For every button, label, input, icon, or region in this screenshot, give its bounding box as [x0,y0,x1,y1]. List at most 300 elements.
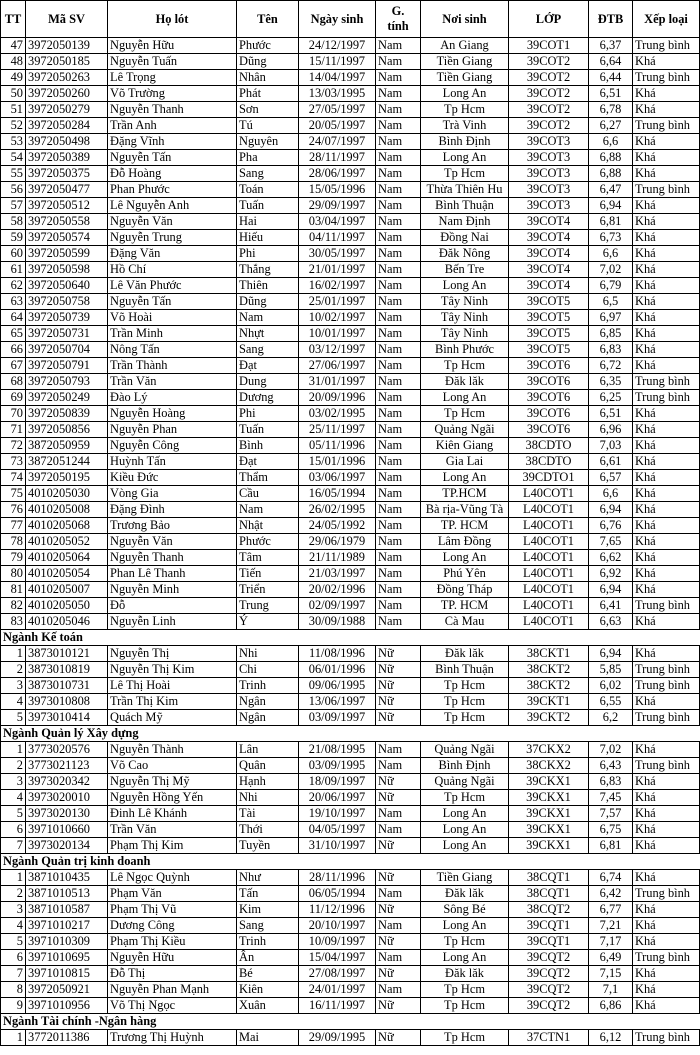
cell-gpa: 6,49 [589,950,633,966]
cell-date-of-birth: 14/04/1997 [299,70,376,86]
table-row [1,758,700,774]
cell-first-name: Tuấn [237,422,299,438]
cell-gender: Nam [376,214,421,230]
cell-date-of-birth: 24/07/1997 [299,134,376,150]
cell-birthplace: Quảng Ngãi [421,422,509,438]
cell-gender: Nam [376,198,421,214]
cell-row-number: 54 [1,150,26,166]
cell-student-id: 3972050598 [26,262,108,278]
section-title: Ngành Kế toán [1,630,299,646]
cell-last-middle-name: Trần Thành [108,358,237,374]
cell-first-name: Ý [237,614,299,630]
cell-class: L40COT1 [509,550,589,566]
cell-student-id: 4010205052 [26,534,108,550]
cell-student-id: 3972050498 [26,134,108,150]
cell-class: 39COT3 [509,166,589,182]
table-row [1,310,700,326]
cell-rank: Khá [633,486,700,502]
cell-gender: Nữ [376,646,421,662]
cell-student-id: 4010205030 [26,486,108,502]
cell-row-number: 62 [1,278,26,294]
cell-first-name: Phi [237,406,299,422]
cell-row-number: 59 [1,230,26,246]
table-row [1,470,700,486]
section-header-row [1,1014,700,1030]
cell-first-name: Thắng [237,262,299,278]
cell-first-name: Bình [237,438,299,454]
cell-class: 39COT6 [509,358,589,374]
cell-last-middle-name: Vòng Gia [108,486,237,502]
cell-row-number: 51 [1,102,26,118]
cell-class: 39COT6 [509,422,589,438]
cell-rank: Khá [633,694,700,710]
table-row [1,518,700,534]
cell-class: 39CKX1 [509,774,589,790]
table-row [1,150,700,166]
cell-gpa: 6,42 [589,886,633,902]
cell-date-of-birth: 29/09/1995 [299,1030,376,1046]
cell-first-name: Tuyền [237,838,299,854]
cell-row-number: 79 [1,550,26,566]
cell-gpa: 6,61 [589,454,633,470]
cell-class: 39CKT1 [509,694,589,710]
cell-class: 39CQT2 [509,950,589,966]
cell-first-name: Hai [237,214,299,230]
cell-gender: Nam [376,438,421,454]
cell-class: 39CQT2 [509,998,589,1014]
cell-gender: Nam [376,54,421,70]
cell-last-middle-name: Nguyễn Linh [108,614,237,630]
cell-last-middle-name: Nguyễn Hữu [108,38,237,54]
cell-first-name: Xuân [237,998,299,1014]
cell-last-middle-name: Phạm Thị Kim [108,838,237,854]
cell-last-middle-name: Nguyễn Văn [108,534,237,550]
cell-class: 39COT2 [509,118,589,134]
table-row [1,198,700,214]
cell-gender: Nam [376,406,421,422]
cell-date-of-birth: 29/09/1997 [299,198,376,214]
cell-first-name: Trinh [237,678,299,694]
cell-class: 39COT4 [509,278,589,294]
cell-class: 39COT4 [509,230,589,246]
cell-gpa: 6,43 [589,758,633,774]
cell-rank: Trung bình [633,886,700,902]
cell-class: 38CQT2 [509,902,589,918]
cell-date-of-birth: 02/09/1997 [299,598,376,614]
cell-first-name: Hạnh [237,774,299,790]
cell-gpa: 7,15 [589,966,633,982]
cell-student-id: 3873010731 [26,678,108,694]
cell-first-name: Tâm [237,550,299,566]
cell-last-middle-name: Trần Thị Kim [108,694,237,710]
cell-rank: Khá [633,246,700,262]
cell-student-id: 3773020576 [26,742,108,758]
cell-rank: Khá [633,822,700,838]
cell-last-middle-name: Hồ Chí [108,262,237,278]
cell-rank: Trung bình [633,950,700,966]
cell-student-id: 4010205054 [26,566,108,582]
cell-gpa: 7,02 [589,742,633,758]
cell-birthplace: Long An [421,550,509,566]
cell-birthplace: Tp Hcm [421,358,509,374]
cell-rank: Khá [633,294,700,310]
cell-row-number: 5 [1,934,26,950]
section-spacer [299,854,700,870]
cell-class: 39CKX1 [509,838,589,854]
table-row [1,390,700,406]
cell-first-name: Tuấn [237,198,299,214]
table-row [1,566,700,582]
cell-student-id: 3873010121 [26,646,108,662]
cell-date-of-birth: 16/05/1994 [299,486,376,502]
table-row [1,694,700,710]
cell-student-id: 4010205068 [26,518,108,534]
cell-last-middle-name: Lê Nguyễn Anh [108,198,237,214]
cell-date-of-birth: 24/01/1997 [299,982,376,998]
cell-gender: Nam [376,310,421,326]
cell-date-of-birth: 03/12/1997 [299,342,376,358]
cell-row-number: 2 [1,662,26,678]
cell-row-number: 60 [1,246,26,262]
cell-gpa: 6,73 [589,230,633,246]
cell-row-number: 58 [1,214,26,230]
cell-rank: Khá [633,614,700,630]
cell-gpa: 6,47 [589,182,633,198]
table-row [1,934,700,950]
cell-gender: Nam [376,166,421,182]
cell-student-id: 3772011386 [26,1030,108,1046]
table-row [1,406,700,422]
cell-row-number: 78 [1,534,26,550]
cell-last-middle-name: Trần Minh [108,326,237,342]
cell-birthplace: Bình Định [421,758,509,774]
cell-rank: Khá [633,214,700,230]
header-class: LỚP [509,1,589,38]
cell-class: 38CQT1 [509,870,589,886]
cell-row-number: 56 [1,182,26,198]
cell-birthplace: Tây Ninh [421,326,509,342]
cell-birthplace: Tiền Giang [421,70,509,86]
cell-student-id: 3972050793 [26,374,108,390]
cell-date-of-birth: 03/04/1997 [299,214,376,230]
cell-row-number: 57 [1,198,26,214]
cell-row-number: 81 [1,582,26,598]
cell-date-of-birth: 30/09/1988 [299,614,376,630]
cell-date-of-birth: 24/12/1997 [299,38,376,54]
cell-gender: Nam [376,182,421,198]
cell-class: L40COT1 [509,566,589,582]
cell-birthplace: Đăk Nông [421,246,509,262]
cell-student-id: 3972050375 [26,166,108,182]
table-row [1,118,700,134]
cell-class: 39COT5 [509,294,589,310]
cell-student-id: 3972050284 [26,118,108,134]
table-row [1,950,700,966]
cell-date-of-birth: 16/02/1997 [299,278,376,294]
cell-gender: Nữ [376,774,421,790]
cell-gpa: 6,97 [589,310,633,326]
cell-gpa: 6,63 [589,614,633,630]
cell-class: 39COT4 [509,214,589,230]
cell-gender: Nam [376,358,421,374]
cell-last-middle-name: Nông Tấn [108,342,237,358]
cell-gender: Nữ [376,870,421,886]
cell-birthplace: Tây Ninh [421,310,509,326]
cell-birthplace: Tp Hcm [421,694,509,710]
cell-gpa: 6,94 [589,646,633,662]
cell-class: 39CQT1 [509,918,589,934]
cell-student-id: 3871010587 [26,902,108,918]
cell-gpa: 6,6 [589,134,633,150]
cell-date-of-birth: 21/08/1995 [299,742,376,758]
cell-last-middle-name: Nguyễn Công [108,438,237,454]
cell-gender: Nam [376,566,421,582]
header-row [1,1,700,38]
cell-student-id: 3972050263 [26,70,108,86]
cell-first-name: Sơn [237,102,299,118]
cell-birthplace: Tp Hcm [421,102,509,118]
table-row [1,662,700,678]
cell-date-of-birth: 28/11/1997 [299,150,376,166]
cell-date-of-birth: 21/11/1989 [299,550,376,566]
cell-row-number: 63 [1,294,26,310]
table-row [1,598,700,614]
table-row [1,70,700,86]
section-spacer [299,1014,700,1030]
cell-rank: Khá [633,966,700,982]
cell-rank: Khá [633,870,700,886]
cell-row-number: 4 [1,918,26,934]
cell-first-name: Nam [237,310,299,326]
cell-date-of-birth: 11/08/1996 [299,646,376,662]
table-row [1,358,700,374]
cell-last-middle-name: Nguyễn Thị Kim [108,662,237,678]
cell-birthplace: Long An [421,390,509,406]
cell-rank: Khá [633,102,700,118]
cell-student-id: 3973020010 [26,790,108,806]
cell-last-middle-name: Trương Thị Huỳnh [108,1030,237,1046]
cell-last-middle-name: Võ Thị Ngọc [108,998,237,1014]
cell-rank: Khá [633,342,700,358]
header-gender [376,1,421,38]
section-header-row [1,854,700,870]
cell-gpa: 6,12 [589,1030,633,1046]
cell-row-number: 75 [1,486,26,502]
cell-row-number: 67 [1,358,26,374]
cell-birthplace: TP. HCM [421,598,509,614]
cell-rank: Trung bình [633,374,700,390]
cell-gpa: 6,02 [589,678,633,694]
table-row [1,870,700,886]
cell-student-id: 3972050599 [26,246,108,262]
cell-date-of-birth: 15/05/1996 [299,182,376,198]
cell-gender: Nam [376,822,421,838]
cell-gender: Nữ [376,902,421,918]
table-row [1,534,700,550]
cell-student-id: 3972050260 [26,86,108,102]
cell-birthplace: Đồng Nai [421,230,509,246]
cell-row-number: 66 [1,342,26,358]
cell-gender: Nam [376,278,421,294]
cell-gender: Nữ [376,710,421,726]
cell-first-name: Bé [237,966,299,982]
table-row [1,54,700,70]
cell-rank: Khá [633,998,700,1014]
cell-class: L40COT1 [509,518,589,534]
cell-class: 39COT5 [509,326,589,342]
cell-date-of-birth: 13/03/1995 [299,86,376,102]
cell-row-number: 74 [1,470,26,486]
cell-date-of-birth: 11/12/1996 [299,902,376,918]
cell-gender: Nam [376,134,421,150]
cell-birthplace: Đăk lăk [421,886,509,902]
cell-gpa: 6,92 [589,566,633,582]
cell-student-id: 3971010217 [26,918,108,934]
cell-last-middle-name: Nguyễn Tuấn [108,54,237,70]
cell-birthplace: Kiên Giang [421,438,509,454]
cell-gpa: 6,96 [589,422,633,438]
cell-last-middle-name: Quách Mỹ [108,710,237,726]
cell-gender: Nữ [376,934,421,950]
cell-birthplace: Nam Định [421,214,509,230]
cell-first-name: Phước [237,534,299,550]
cell-row-number: 1 [1,742,26,758]
cell-birthplace: Tp Hcm [421,1030,509,1046]
cell-last-middle-name: Đinh Lê Khánh [108,806,237,822]
cell-class: 39CKT2 [509,710,589,726]
cell-first-name: Thẩm [237,470,299,486]
cell-student-id: 3972050856 [26,422,108,438]
table-row [1,102,700,118]
cell-student-id: 3972050704 [26,342,108,358]
cell-last-middle-name: Trần Anh [108,118,237,134]
cell-student-id: 3972050731 [26,326,108,342]
cell-last-middle-name: Phạm Thị Kiều [108,934,237,950]
cell-date-of-birth: 15/11/1997 [299,54,376,70]
cell-rank: Khá [633,470,700,486]
table-row [1,342,700,358]
cell-first-name: Tú [237,118,299,134]
table-row [1,182,700,198]
cell-gpa: 7,65 [589,534,633,550]
cell-student-id: 3872050959 [26,438,108,454]
cell-first-name: Nguyên [237,134,299,150]
cell-first-name: Phước [237,38,299,54]
header-gender-line1: G. [391,4,405,18]
table-row [1,454,700,470]
cell-gpa: 6,74 [589,870,633,886]
cell-last-middle-name: Lê Trọng [108,70,237,86]
cell-rank: Khá [633,582,700,598]
cell-gpa: 6,86 [589,998,633,1014]
cell-first-name: Đạt [237,454,299,470]
cell-first-name: Nhi [237,646,299,662]
cell-gender: Nam [376,918,421,934]
cell-rank: Khá [633,982,700,998]
cell-student-id: 3972050921 [26,982,108,998]
cell-birthplace: Sông Bé [421,902,509,918]
cell-gender: Nam [376,742,421,758]
cell-birthplace: Long An [421,838,509,854]
cell-birthplace: Tp Hcm [421,678,509,694]
cell-last-middle-name: Nguyễn Phan Mạnh [108,982,237,998]
cell-gpa: 6,81 [589,838,633,854]
cell-row-number: 6 [1,822,26,838]
cell-gender: Nam [376,342,421,358]
cell-date-of-birth: 27/08/1997 [299,966,376,982]
cell-gpa: 6,78 [589,102,633,118]
cell-rank: Trung bình [633,710,700,726]
table-row [1,166,700,182]
cell-row-number: 77 [1,518,26,534]
cell-gpa: 6,51 [589,406,633,422]
cell-student-id: 3972050279 [26,102,108,118]
cell-gpa: 6,88 [589,150,633,166]
cell-gender: Nam [376,246,421,262]
cell-class: L40COT1 [509,582,589,598]
cell-rank: Khá [633,518,700,534]
cell-gpa: 6,25 [589,390,633,406]
cell-row-number: 1 [1,870,26,886]
cell-gpa: 5,85 [589,662,633,678]
cell-class: 39COT2 [509,102,589,118]
cell-date-of-birth: 29/06/1979 [299,534,376,550]
table-row [1,886,700,902]
cell-first-name: Như [237,870,299,886]
cell-last-middle-name: Đặng Đình [108,502,237,518]
cell-rank: Trung bình [633,70,700,86]
cell-student-id: 3773021123 [26,758,108,774]
cell-student-id: 3973010414 [26,710,108,726]
cell-rank: Khá [633,502,700,518]
cell-last-middle-name: Trần Văn [108,374,237,390]
cell-student-id: 3972050558 [26,214,108,230]
section-spacer [299,726,700,742]
cell-gender: Nữ [376,966,421,982]
cell-rank: Khá [633,134,700,150]
cell-row-number: 76 [1,502,26,518]
cell-birthplace: Lâm Đồng [421,534,509,550]
header-student-id: Mã SV [26,1,108,38]
cell-date-of-birth: 31/01/1997 [299,374,376,390]
cell-row-number: 5 [1,806,26,822]
cell-rank: Trung bình [633,38,700,54]
table-row [1,422,700,438]
cell-rank: Khá [633,774,700,790]
cell-rank: Trung bình [633,598,700,614]
cell-rank: Khá [633,150,700,166]
table-row [1,502,700,518]
table-body [1,38,700,1046]
table-row [1,902,700,918]
cell-gpa: 6,94 [589,582,633,598]
cell-date-of-birth: 20/02/1996 [299,582,376,598]
cell-date-of-birth: 04/11/1997 [299,230,376,246]
table-row [1,294,700,310]
cell-date-of-birth: 13/06/1997 [299,694,376,710]
cell-class: 39COT4 [509,262,589,278]
cell-row-number: 61 [1,262,26,278]
section-header-row [1,726,700,742]
table-row [1,134,700,150]
cell-date-of-birth: 10/01/1997 [299,326,376,342]
cell-class: 39CQT2 [509,982,589,998]
cell-rank: Khá [633,326,700,342]
cell-student-id: 3972050739 [26,310,108,326]
section-spacer [299,630,700,646]
cell-gender: Nam [376,614,421,630]
cell-last-middle-name: Lê Ngọc Quỳnh [108,870,237,886]
